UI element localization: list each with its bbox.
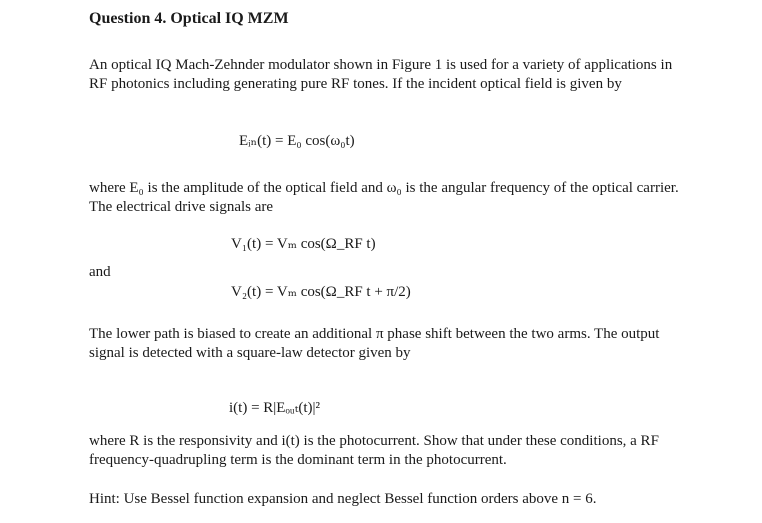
question-title: Question 4. Optical IQ MZM (89, 10, 289, 27)
equation-incident-field: Eᵢₙ(t) = E₀ cos(ω₀t) (239, 133, 355, 149)
task-paragraph: where R is the responsivity and i(t) is the photocurrent. Show that under these conditions, a RF frequency-quadrupling term is the dominant term in the photocurrent. (89, 433, 659, 468)
connector-and: and (89, 264, 111, 280)
equation-v1: V₁(t) = Vₘ cos(Ω_RF t) (231, 236, 376, 252)
bias-paragraph: The lower path is biased to create an additional π phase shift between the two arms. The output signal is detected with a square-law detector given by (89, 326, 660, 361)
equation-v2: V₂(t) = Vₘ cos(Ω_RF t + π/2) (231, 284, 411, 300)
intro-paragraph: An optical IQ Mach-Zehnder modulator shown in Figure 1 is used for a variety of applications in RF photonics including generating pure RF tones. If the incident optical field is given by (89, 57, 673, 92)
equation-photocurrent: i(t) = R|Eₒᵤₜ(t)|² (229, 400, 321, 416)
hint-paragraph: Hint: Use Bessel function expansion and neglect Bessel function orders above n = 6. (89, 491, 597, 507)
carrier-paragraph: where E₀ is the amplitude of the optical field and ω₀ is the angular frequency of the optical carrier. The electrical drive signals are (89, 180, 679, 215)
